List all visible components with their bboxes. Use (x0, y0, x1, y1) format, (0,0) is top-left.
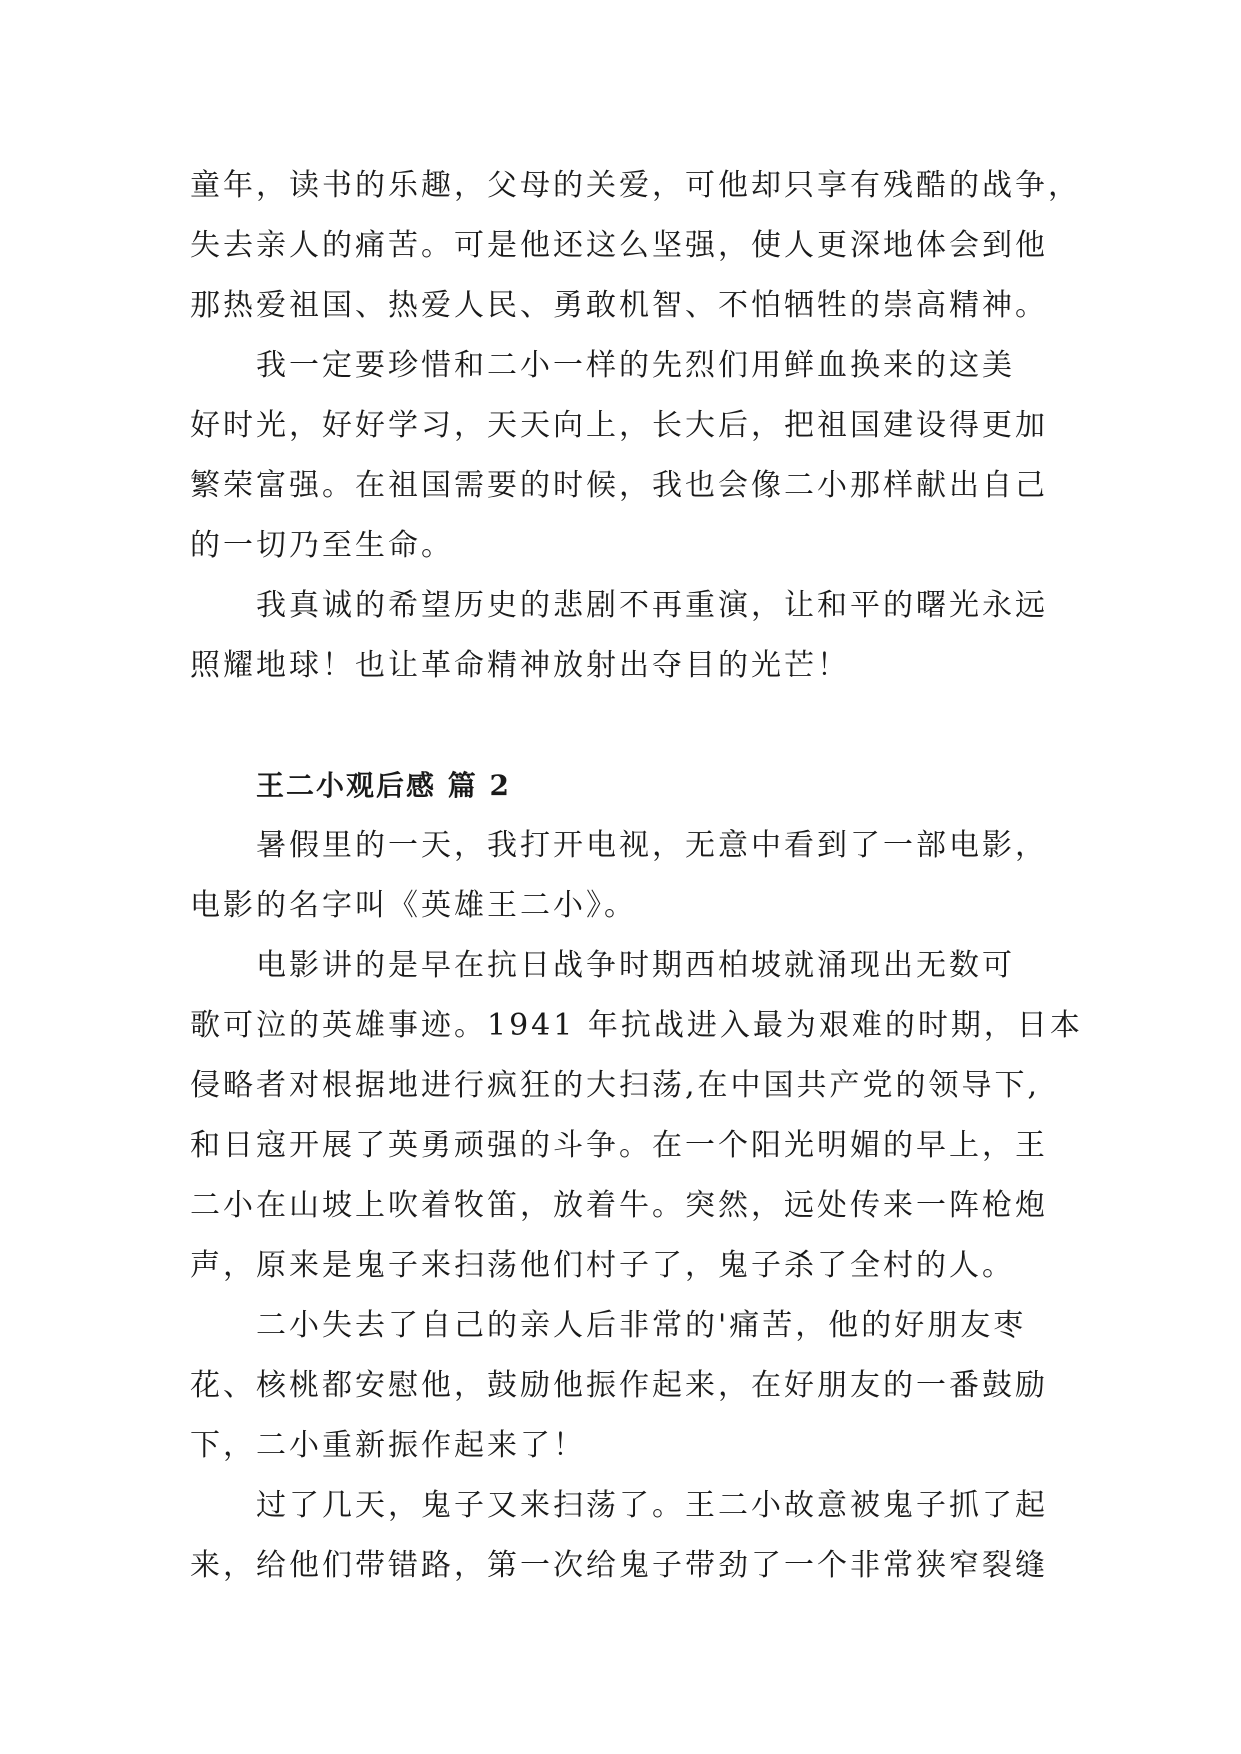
text-line: 失去亲人的痛苦。可是他还这么坚强，使人更深地体会到他 (190, 228, 1048, 263)
text-line: 花、核桃都安慰他，鼓励他振作起来，在好朋友的一番鼓励 (190, 1368, 1048, 1403)
text-line: 的一切乃至生命。 (190, 528, 454, 563)
text-line: 过了几天，鬼子又来扫荡了。王二小故意被鬼子抓了起 (256, 1488, 1048, 1523)
paragraph (190, 1296, 1070, 1476)
text-line: 来，给他们带错路，第一次给鬼子带劲了一个非常狭窄裂缝 (190, 1548, 1048, 1583)
paragraph (190, 1476, 1070, 1596)
text-line: 侵略者对根据地进行疯狂的大扫荡,在中国共产党的领导下, (190, 1068, 1041, 1103)
text-line: 我一定要珍惜和二小一样的先烈们用鲜血换来的这美 (256, 348, 1015, 383)
text-line: 下，二小重新振作起来了！ (190, 1428, 586, 1463)
text-line: 我真诚的希望历史的悲剧不再重演，让和平的曙光永远 (256, 588, 1048, 623)
paragraph (190, 936, 1083, 1296)
text-line: 电影讲的是早在抗日战争时期西柏坡就涌现出无数可 (256, 948, 1015, 983)
paragraph (190, 336, 1070, 576)
text-line: 繁荣富强。在祖国需要的时候，我也会像二小那样献出自己 (190, 468, 1048, 503)
text-line: 声，原来是鬼子来扫荡他们村子了，鬼子杀了全村的人。 (190, 1248, 1015, 1283)
paragraph (190, 156, 1081, 336)
text-line: 好时光，好好学习，天天向上，长大后，把祖国建设得更加 (190, 408, 1048, 443)
text-line: 歌可泣的英雄事迹。1941 年抗战进入最为艰难的时期，日本 (190, 1008, 1083, 1043)
section-heading: 王二小观后感 篇 2 (256, 769, 511, 802)
paragraph (190, 816, 1070, 936)
text-line: 暑假里的一天，我打开电视，无意中看到了一部电影， (256, 828, 1048, 863)
text-line: 童年，读书的乐趣，父母的关爱，可他却只享有残酷的战争， (190, 168, 1081, 203)
text-line: 照耀地球！也让革命精神放射出夺目的光芒！ (190, 648, 850, 683)
text-line: 二小在山坡上吹着牧笛，放着牛。突然，远处传来一阵枪炮 (190, 1188, 1048, 1223)
document-page (190, 156, 1083, 1596)
paragraph (190, 576, 1070, 696)
text-line: 和日寇开展了英勇顽强的斗争。在一个阳光明媚的早上，王 (190, 1128, 1048, 1163)
text-line: 电影的名字叫《英雄王二小》。 (190, 888, 637, 923)
text-line: 二小失去了自己的亲人后非常的'痛苦，他的好朋友枣 (256, 1308, 1027, 1343)
text-line: 那热爱祖国、热爱人民、勇敢机智、不怕牺牲的崇高精神。 (190, 288, 1048, 323)
